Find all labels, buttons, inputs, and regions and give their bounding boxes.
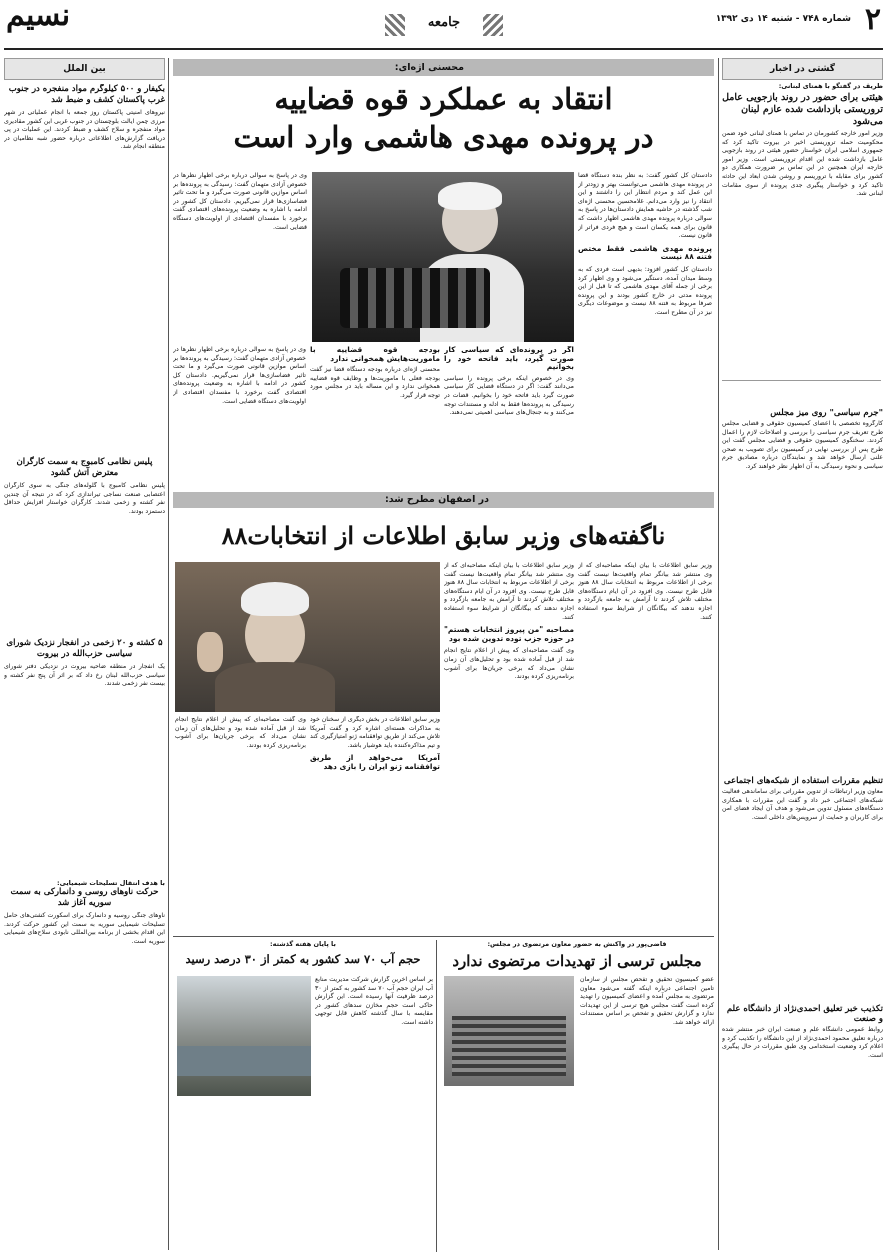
- lead-body-a: [578, 172, 712, 490]
- second-headline: ناگفته‌های وزیر سابق اطلاعات از انتخابات۸۸: [221, 521, 666, 550]
- dam-water-icon: [177, 1046, 311, 1076]
- issue-line: شماره ۷۴۸ - شنبه ۱۴ دی ۱۳۹۲: [715, 14, 851, 24]
- right-col-header: گشتی در اخبار: [722, 58, 883, 80]
- left-col-divider: [168, 58, 169, 1250]
- second-body-c: وزیر سابق اطلاعات در بخش دیگری از سخنان خود به مذاکرات هسته‌ای اشاره کرد و گفت آمریکا تلاش می‌کند از طریق توافقنامه ژنو امتیازگیری کند و تیم مذاکره‌کننده باید هوشیار باشد.: [310, 716, 440, 749]
- lead-body-a-text: دادستان کل کشور گفت: به نظر بنده دستگاه قضا در پرونده مهدی هاشمی می‌توانست بهتر و زودتر از این عمل کند و مردم انتظار این را داشتند و این انتقاد را نیز وارد می‌دانم. غلامحسین محسنی اژه‌ای شب گذشته در حاشیه همایش دادستان‌ها در پاسخ به سوالی درباره پرونده مهدی هاشمی اظهار داشت که قانون برای همه یکسان است و هیچ فردی فراتر از قانون نیست.: [578, 172, 712, 240]
- lead-body-d-col: [310, 346, 440, 490]
- bottom-left-headline: حجم آب ۷۰ سد کشور به کمتر از ۳۰ درصد رسید: [185, 952, 421, 966]
- lead-subhead-c: بودجه قوه قضاییه با ماموریت‌هایش همخوانی ندارد: [310, 346, 440, 363]
- second-body-a: وزیر سابق اطلاعات با بیان اینکه مصاحبه‌ای که از وی منتشر شد بیانگر تمام واقعیت‌ها نیست گفت برخی از اطلاعات مربوط به انتخابات سال ۸۸ هنوز قابل طرح نیست. وی افزود در آن ایام دستگاه‌های مختلف تلاش کردند تا آرامش به جامعه بازگردد و اجازه ندهند که بیگانگان از شرایط سوء استفاده کنند.: [578, 562, 712, 621]
- bottom-left-body: بر اساس آخرین گزارش شرکت مدیریت منابع آب ایران حجم آب ۷۰ سد کشور به کمتر از ۳۰ درصد ظرفیت آنها رسیده است. این گزارش حاکی است حجم مخازن سدهای کشور در مقایسه با سال گذشته کاهش قابل توجهی داشته است.: [315, 976, 433, 1026]
- bottom-left: [173, 940, 433, 1252]
- ornament-left-icon: [385, 14, 405, 36]
- left-story2-body: پلیس نظامی کامبوج با گلوله‌های جنگی به سوی کارگران اعتصابی صنعت نساجی تیراندازی کرد که در نتیجه آن چندین نفر کشته و زخمی شدند. کارگران خواستار افزایش حداقل دستمزد بودند.: [4, 482, 165, 515]
- logo: نسیم: [6, 0, 71, 33]
- photo2-turban: [241, 582, 309, 616]
- photo2-raised-hand-icon: [197, 632, 223, 672]
- masthead-rule: [4, 48, 883, 50]
- lead-body-c-text: وی در خصوص اینکه برخی پرونده را سیاسی می‌دانند گفت: اگر در دستگاه قضایی کار سیاسی صورت گیرد باید فاتحه خود را بخوانیم. قضات در رسیدگی به پرونده‌ها فقط به ادله و مستندات توجه می‌کنند و به جنجال‌های سیاسی اهمیتی نمی‌دهند.: [444, 374, 574, 417]
- lead-subhead-a: پرونده مهدی هاشمی فقط مختص فتنه ۸۸ نیست: [578, 243, 712, 262]
- bottom-mid: [440, 940, 714, 1252]
- story3-body: معاون وزیر ارتباطات از تدوین مقرراتی برای ساماندهی فعالیت شبکه‌های اجتماعی خبر داد و گفت این مقررات با همکاری دستگاه‌های مسئول تدوین می‌شود و هدف آن ایجاد فضای امن برای کاربران و حمایت از سرویس‌های داخلی است.: [722, 788, 883, 821]
- bottom-mid-headline: مجلس ترسی از تهدیدات مرتضوی ندارد: [452, 952, 702, 970]
- lead-body-f: وی در پاسخ به سوالی درباره برخی اظهار نظرها در خصوص آزادی متهمان گفت: رسیدگی به پرونده‌ها بر اساس موازین قانونی صورت می‌گیرد و ما تحت تاثیر فضاسازی‌ها قرار نمی‌گیریم. دادستان کل کشور در ادامه با اشاره به وضعیت پرونده‌های اقتصادی گفت برخورد با مفسدان اقتصادی از اولویت‌های دستگاه قضایی است.: [173, 346, 306, 405]
- lead-photo: [312, 172, 574, 342]
- left-story4-kicker: با هدف انتقال تسلیحات شیمیایی:: [57, 879, 165, 887]
- story2-body: کارگروه تخصصی با اعضای کمیسیون حقوقی و قضایی مجلس طرح تعریف جرم سیاسی را بررسی و اصلاحات لازم را اعمال کردند. سخنگوی کمیسیون حقوقی و قضایی مجلس گفت این طرح پس از بررسی نهایی در کمیسیون برای تصویب به صحن علنی ارسال خواهد شد و نمایندگان درباره مصادیق جرم سیاسی و نحوه رسیدگی به آن اظهار نظر خواهند کرد.: [722, 420, 883, 470]
- bottom-left-kicker: با پایان هفته گذشته:: [270, 940, 336, 948]
- story2-box: [722, 380, 881, 397]
- second-body-col4: وی گفت مصاحبه‌ای که پیش از اعلام نتایج انجام شد از قبل آماده شده بود و تحلیل‌های آن زمان نشان می‌داد که برخی جریان‌ها برای آشوب برنامه‌ریزی کرده بودند.: [175, 716, 306, 749]
- story1-headline: هیئتی برای حضور در روند بازجویی عامل تروریستی بازداشت شده عازم لبنان می‌شود: [722, 92, 883, 127]
- story1-body: وزیر امور خارجه کشورمان در تماس با همتای لبنانی خود ضمن محکومیت حمله تروریستی اخیر در بیروت تاکید کرد که جمهوری اسلامی ایران خواستار حضور هیئتی در روند بازجویی عامل بازداشت شده این اقدام تروریستی است. وزیر امور خارجه ایران همچنین در این تماس بر ضرورت همکاری دو کشور برای مقابله با تروریسم و روشن شدن ابعاد این حادثه تاکید کرد و خواستار پیگیری جدی پرونده از سوی مقامات لبنانی شد.: [722, 130, 883, 198]
- left-story4-body: ناوهای جنگی روسیه و دانمارک برای اسکورت کشتی‌های حامل تسلیحات شیمیایی سوریه به سمت این کشور حرکت کردند. این اقدام بخشی از برنامه بین‌المللی نابودی سلاح‌های شیمیایی سوریه است.: [4, 912, 165, 945]
- story1-kicker: ظریف در گفتگو با همتای لبنانی:: [778, 82, 883, 90]
- second-photo: [175, 562, 440, 712]
- story4-headline: تکذیب خبر تعلیق احمدی‌نژاد از دانشگاه علم و صنعت: [726, 1004, 883, 1024]
- second-kicker-bar: [173, 492, 714, 508]
- page-number: ۲: [864, 2, 881, 37]
- bottom-mid-kicker: قاضی‌پور در واکنش به حضور معاون مرتضوی در مجلس:: [487, 940, 667, 948]
- bottom-mid-photo: [444, 976, 574, 1086]
- lead-kicker: محسنی اژه‌ای:: [394, 62, 464, 73]
- left-story3-headline: ۵ کشته و ۲۰ زخمی در انفجار نزدیک شورای سیاسی حزب‌الله در بیروت: [6, 638, 163, 659]
- section-ornament: [385, 10, 503, 40]
- lead-subhead-b: اگر در پرونده‌ای که سیاسی کار صورت گیرد، باید فاتحه خود را بخوانیم: [444, 346, 574, 372]
- lead-body-b-text: دادستان کل کشور افزود: بدیهی است فردی که به وسط میدان آمده، دستگیر می‌شود و وی اظهار کرد برخی از جمله آقای مهدی هاشمی که تا قبل از این پرونده مدتی در خارج کشور بودند و این پرونده صرفا مربوط به فتنه ۸۸ نیست و موضوعات دیگری نیز در آن مطرح است.: [578, 265, 712, 316]
- story4-body: روابط عمومی دانشگاه علم و صنعت ایران خبر منتشر شده درباره تعلیق محمود احمدی‌نژاد از این دانشگاه را تکذیب کرد و اعلام کرد وضعیت استخدامی وی طبق مقررات در حال پیگیری است.: [722, 1026, 883, 1059]
- section-title: جامعه: [427, 15, 461, 30]
- bottom-divider: [436, 940, 437, 1252]
- bottom-mid-body: عضو کمیسیون تحقیق و تفحص مجلس از سازمان تامین اجتماعی درباره اینکه گفته می‌شود معاون مرتضوی به مجلس آمده و اعضای کمیسیون را تهدید کرده است گفت مجلس هیچ ترسی از این تهدیدات ندارد و گزارش تحقیق و تفحص بر اساس مستندات ارائه خواهد شد.: [580, 976, 714, 1026]
- lead-body-e: وی در پاسخ به سوالی درباره برخی اظهار نظرها در خصوص آزادی متهمان گفت: رسیدگی به پرونده‌ها بر اساس موازین قانونی صورت می‌گیرد و ما تحت تاثیر فضاسازی‌ها قرار نمی‌گیریم. دادستان کل کشور در ادامه با اشاره به وضعیت پرونده‌های اقتصادی گفت برخورد با مفسدان اقتصادی از اولویت‌های دستگاه قضایی است.: [173, 172, 307, 231]
- second-body-col3: [310, 716, 440, 932]
- photo-turban: [438, 182, 502, 210]
- second-subhead-a: مصاحبه "من پیروز انتخابات هستم" در حوزه جزب توده تدوین شده بود: [444, 625, 574, 643]
- masthead: [0, 0, 887, 52]
- second-subhead-b: آمریکا می‌خواهد از طریق توافقنامه ژنو ایران را بازی دهد: [310, 753, 440, 771]
- story3-headline: تنظیم مقررات استفاده از شبکه‌های اجتماعی: [723, 776, 883, 786]
- left-story4-headline: حرکت ناوهای روسی و دانمارکی به سمت سوریه آغاز شد: [10, 887, 159, 908]
- left-story3-body: یک انفجار در منطقه ضاحیه بیروت در نزدیکی دفتر شورای سیاسی حزب‌الله لبنان رخ داد که بر اثر آن پنج نفر کشته و بیست نفر زخمی شدند.: [4, 663, 165, 688]
- photo2-robe: [215, 662, 335, 712]
- parliament-seats-icon: [452, 1016, 566, 1076]
- left-story1-headline: بکیفار و ۵۰۰ کیلوگرم مواد منفجره در جنوب غرب پاکستان کشف و ضبط شد: [8, 84, 165, 105]
- right-col-divider: [718, 58, 719, 1250]
- lead-kicker-bar: [173, 59, 714, 76]
- bottom-rule: [173, 936, 714, 937]
- second-body-a2: وزیر سابق اطلاعات با بیان اینکه مصاحبه‌ای که از وی منتشر شد بیانگر تمام واقعیت‌ها نیست گفت برخی از اطلاعات مربوط به انتخابات سال ۸۸ هنوز قابل طرح نیست. وی افزود در آن ایام دستگاه‌های مختلف تلاش کردند تا آرامش به جامعه بازگردد و اجازه ندهند که بیگانگان از شرایط سوء استفاده کنند.: [444, 562, 574, 621]
- left-col-header: بین الملل: [4, 58, 165, 80]
- second-body-col2: [444, 562, 574, 932]
- second-body-b: وی گفت مصاحبه‌ای که پیش از اعلام نتایج انجام شد از قبل آماده شده بود و تحلیل‌های آن زمان نشان می‌داد که برخی جریان‌ها برای آشوب برنامه‌ریزی کرده بودند.: [444, 647, 574, 681]
- microphone-cluster-icon: [340, 268, 490, 328]
- story2-headline: "جرم سیاسی" روی میز مجلس: [770, 408, 883, 418]
- lead-body-c-col: [444, 346, 574, 490]
- second-body-col1: [578, 562, 712, 932]
- right-col: [722, 82, 883, 1252]
- lead-headline-2: در پرونده مهدی هاشمی وارد است: [233, 120, 654, 154]
- left-story1-body: نیروهای امنیتی پاکستان روز جمعه با انجام عملیاتی در شهر مرزی چمن ایالت بلوچستان در جنوب غربی این کشور مقادیری مواد منفجره و سلاح کشف و ضبط کردند. این عملیات در پی دریافت گزارش‌های اطلاعاتی درباره حضور شبه نظامیان در منطقه انجام شد.: [4, 109, 165, 151]
- left-story2-headline: پلیس نظامی کامبوج به سمت کارگران معترض آتش گشود: [16, 457, 153, 478]
- lead-body-d-text: محسنی اژه‌ای درباره بودجه دستگاه قضا نیز گفت بودجه فعلی با ماموریت‌ها و وظایف قوه قضاییه همخوانی ندارد و این مساله باید در مجلس مورد توجه قرار گیرد.: [310, 366, 440, 399]
- second-kicker: در اصفهان مطرح شد:: [384, 494, 489, 505]
- ornament-right-icon: [483, 14, 503, 36]
- lead-headline-1: انتقاد به عملکرد قوه قضاییه: [274, 82, 613, 116]
- dam-photo: [177, 976, 311, 1096]
- left-col: [4, 84, 165, 1252]
